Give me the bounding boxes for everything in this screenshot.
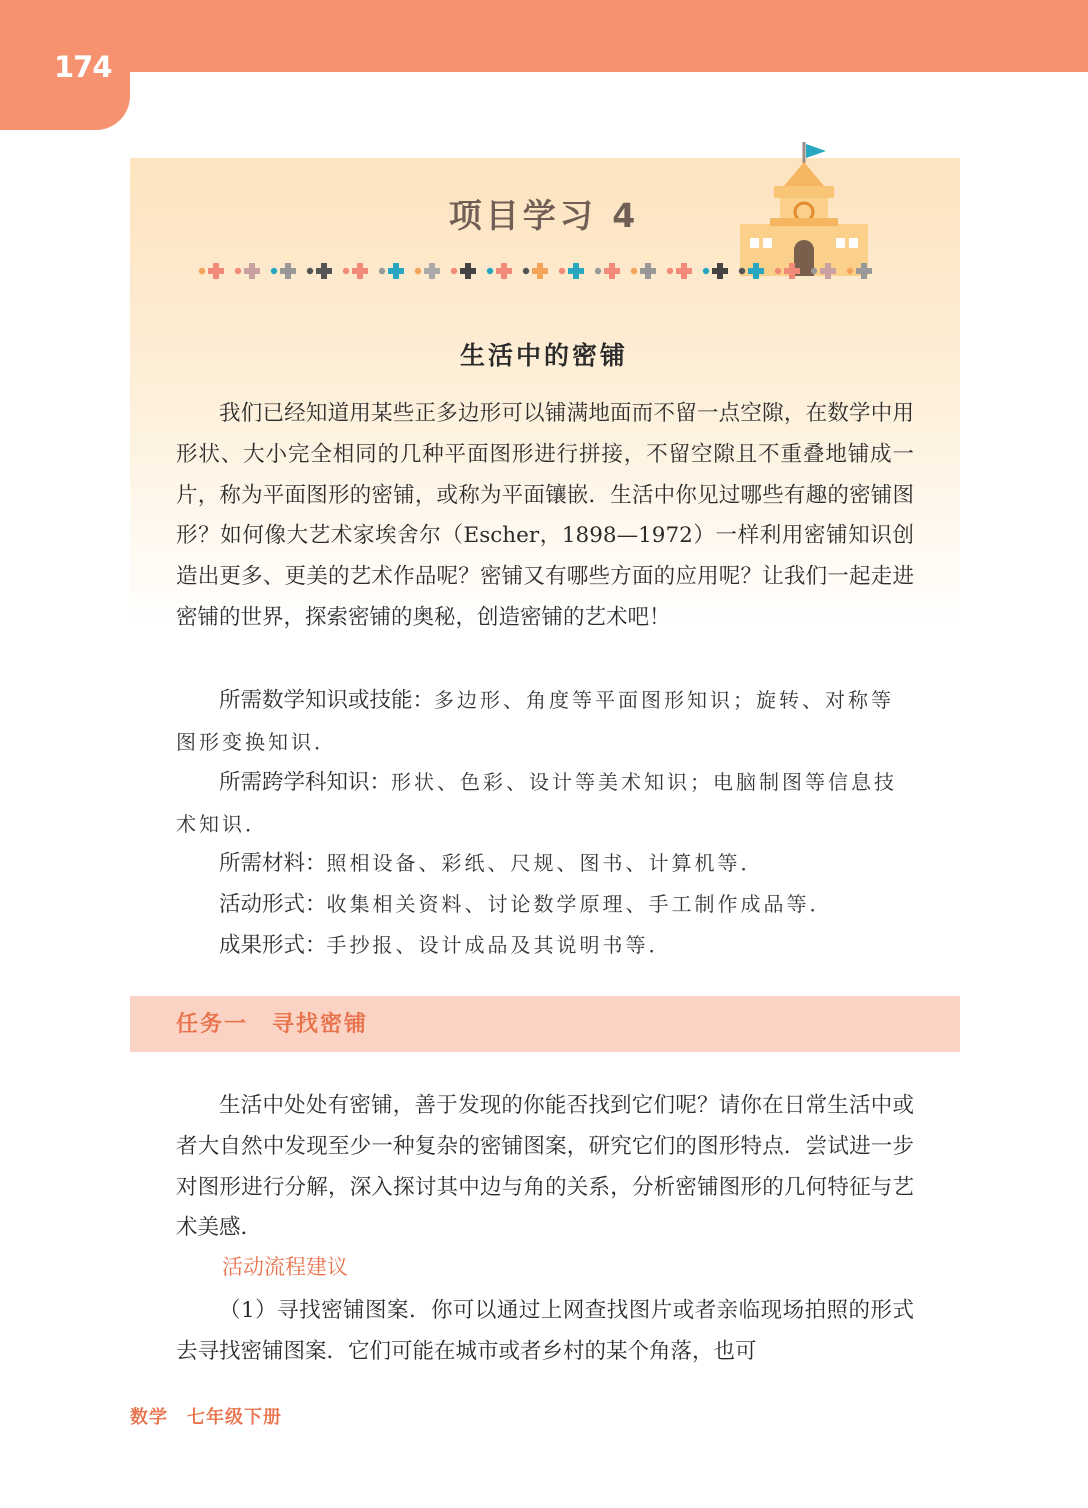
deco-cross-v [393, 263, 399, 279]
requirement-activity-form [176, 884, 914, 926]
deco-dot [559, 268, 565, 274]
deco-cross-v [717, 263, 723, 279]
deco-dot [847, 268, 853, 274]
deco-cross-v [465, 263, 471, 279]
task-title: 任务一 寻找密铺 [176, 1012, 369, 1037]
deco-cross-v [861, 263, 867, 279]
deco-cross-v [789, 263, 795, 279]
requirement-value: 照相设备、彩纸、尺规、图书、计算机等． [326, 851, 764, 875]
requirement-math [176, 680, 914, 764]
requirement-output-form [176, 925, 914, 967]
footer-book-title: 数学 七年级下册 [130, 1407, 282, 1428]
step-1-paragraph: （1）寻找密铺图案．你可以通过上网查找图片或者亲临现场拍照的形式去寻找密铺图案．它们可能在城市或者乡村的某个角落，也可 [176, 1298, 914, 1364]
requirement-materials [176, 843, 914, 885]
deco-dot [451, 268, 457, 274]
deco-dot [235, 268, 241, 274]
deco-dot [775, 268, 781, 274]
deco-cross-v [357, 263, 363, 279]
deco-dot [739, 268, 745, 274]
deco-cross-v [285, 263, 291, 279]
requirement-label: 成果形式： [219, 933, 327, 958]
deco-cross-v [681, 263, 687, 279]
requirement-label: 所需跨学科知识： [219, 770, 392, 795]
deco-dot [343, 268, 349, 274]
deco-dot [631, 268, 637, 274]
project-subtitle: 生活中的密铺 [459, 341, 628, 370]
requirement-cross-discipline [176, 762, 914, 846]
deco-cross-v [321, 263, 327, 279]
deco-dot [595, 268, 601, 274]
deco-cross-v [249, 263, 255, 279]
requirement-value: 形状、色彩、设计等美术知识；电脑制图等信息技术知识． [176, 770, 898, 836]
header-band [0, 0, 1088, 72]
project-intro-paragraph: 我们已经知道用某些正多边形可以铺满地面而不留一点空隙，在数学中用形状、大小完全相同的几种平面图形进行拼接，不留空隙且不重叠地铺成一片，称为平面图形的密铺，或称为平面镶嵌．生活中你见过哪些有趣的密铺图形？如何像大艺术家埃舍尔（Escher，1898—1972）一样利用密铺知识创造出更多、更美的艺术作品呢？密铺又有哪些方面的应用呢？让我们一起走进密铺的世界，探索密铺的奥秘，创造密铺的艺术吧！ [176, 401, 914, 630]
deco-cross-v [429, 263, 435, 279]
deco-cross-v [825, 263, 831, 279]
deco-dot [703, 268, 709, 274]
deco-dot [271, 268, 277, 274]
deco-dot [487, 268, 493, 274]
requirement-label: 所需数学知识或技能： [219, 688, 435, 713]
project-title: 项目学习 4 [448, 196, 640, 235]
page-number: 174 [54, 50, 112, 84]
task-body-paragraph: 生活中处处有密铺，善于发现的你能否找到它们呢？请你在日常生活中或者大自然中发现至少一种复杂的密铺图案，研究它们的图形特点．尝试进一步对图形进行分解，深入探讨其中边与角的关系，分析密铺图形的几何特征与艺术美感． [176, 1093, 914, 1241]
deco-dot [307, 268, 313, 274]
school-building-icon [736, 140, 874, 276]
deco-cross-v [609, 263, 615, 279]
deco-cross-v [537, 263, 543, 279]
activity-process-heading: 活动流程建议 [222, 1255, 348, 1279]
deco-cross-v [573, 263, 579, 279]
deco-cross-v [213, 263, 219, 279]
requirement-value: 手抄报、设计成品及其说明书等． [326, 933, 672, 957]
requirement-value: 多边形、角度等平面图形知识；旋转、对称等图形变换知识． [176, 688, 895, 754]
deco-dot [379, 268, 385, 274]
deco-cross-v [645, 263, 651, 279]
deco-dot [199, 268, 205, 274]
decorative-cross-border [196, 258, 896, 284]
deco-dot [415, 268, 421, 274]
requirement-value: 收集相关资料、讨论数学原理、手工制作成品等． [326, 892, 833, 916]
deco-cross-v [501, 263, 507, 279]
deco-dot [811, 268, 817, 274]
deco-dot [667, 268, 673, 274]
deco-dot [523, 268, 529, 274]
requirement-label: 所需材料： [219, 851, 327, 876]
requirement-label: 活动形式： [219, 892, 327, 917]
deco-cross-v [753, 263, 759, 279]
